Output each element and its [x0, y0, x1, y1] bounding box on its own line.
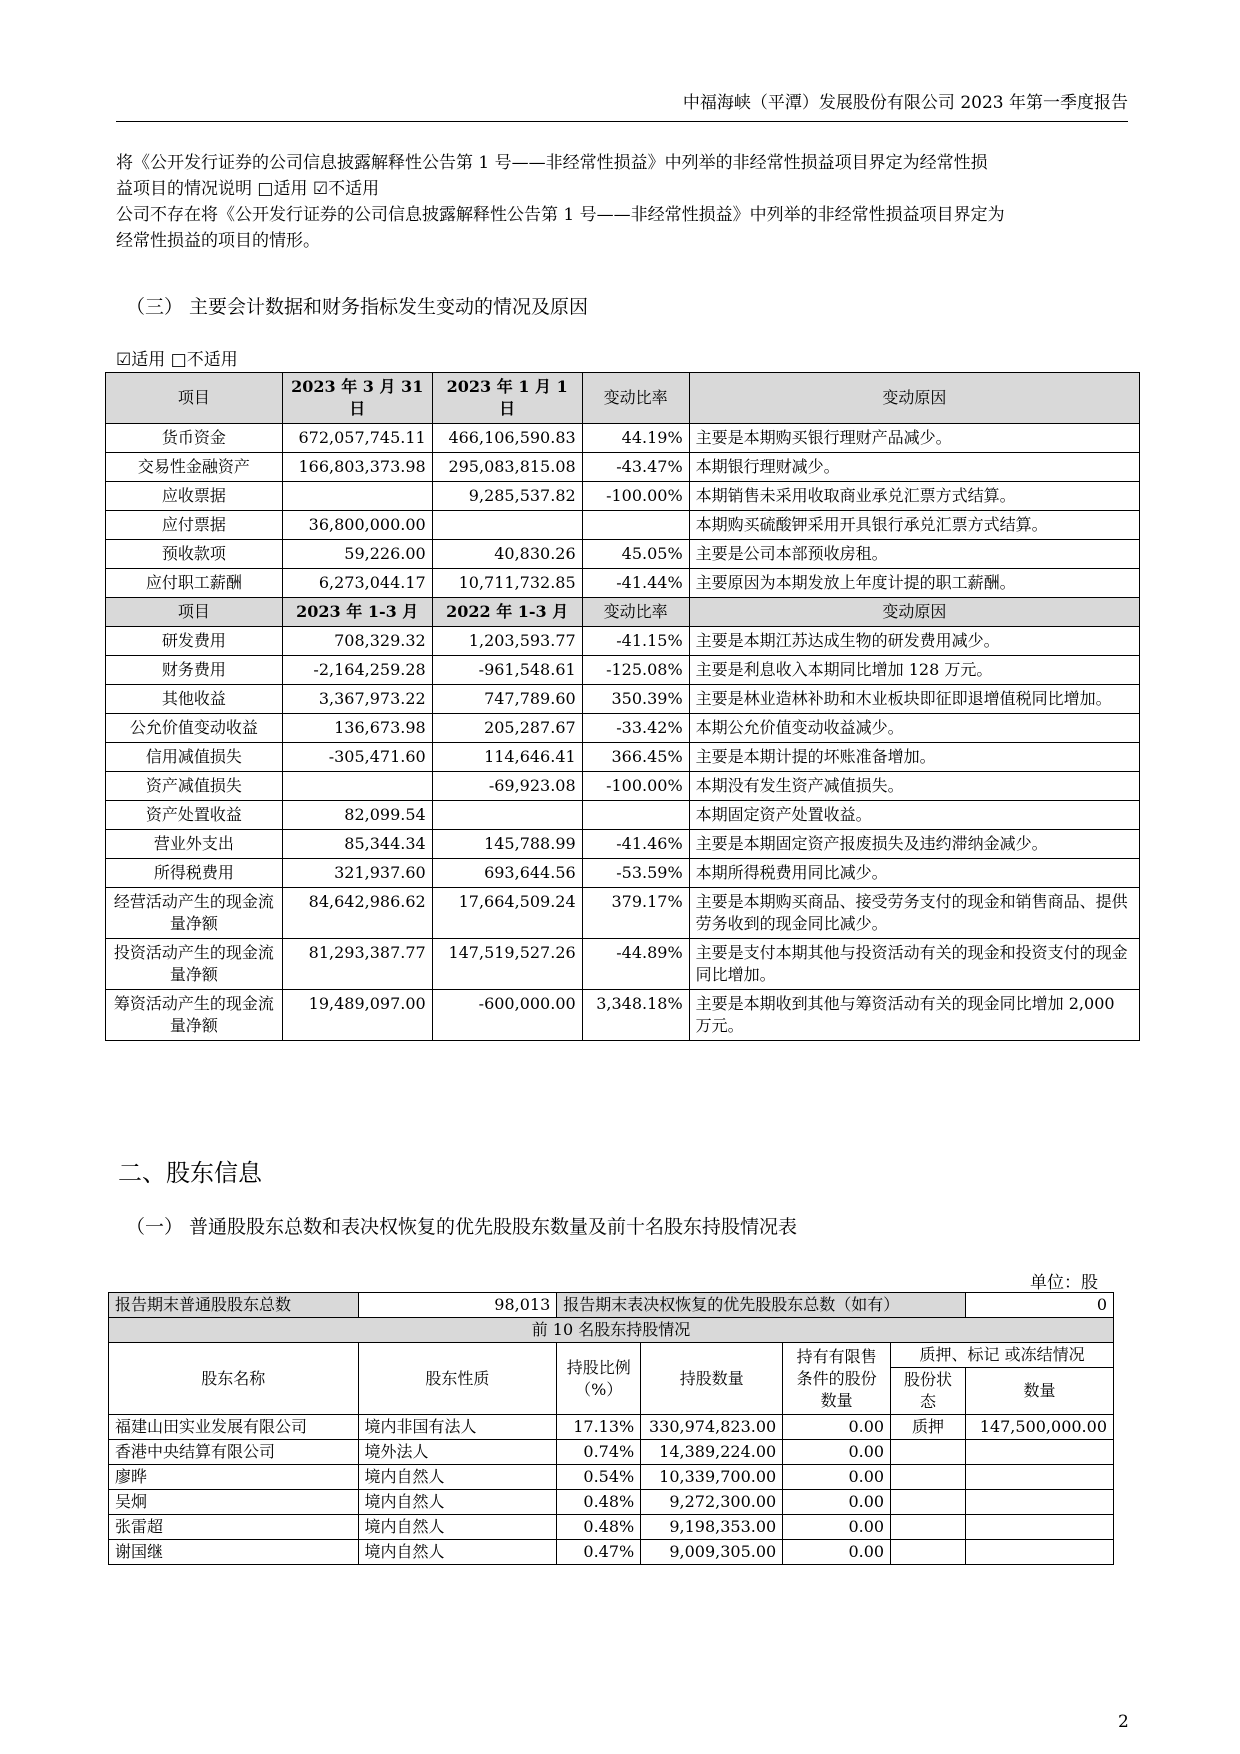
- table-cell: 交易性金融资产: [106, 453, 283, 482]
- table-cell: 84,642,986.62: [282, 888, 432, 939]
- table-row: [106, 627, 1140, 656]
- table-cell: 信用减值损失: [106, 743, 283, 772]
- intro-line-3: 公司不存在将《公开发行证券的公司信息披露解释性公告第 1 号——非经常性损益》中列举的非经常性损益项目界定为: [116, 205, 1005, 225]
- shareholder-cell: 境内自然人: [358, 1515, 557, 1540]
- table-cell: 350.39%: [582, 685, 689, 714]
- shareholder-cell: 境内自然人: [358, 1465, 557, 1490]
- table-header-cell: 2022 年 1-3 月: [432, 598, 582, 627]
- table-row: [106, 859, 1140, 888]
- shareholder-cell: 谢国继: [109, 1540, 359, 1565]
- table-cell: 321,937.60: [282, 859, 432, 888]
- shareholder-cell: 14,389,224.00: [641, 1440, 783, 1465]
- shareholders-table: [108, 1292, 1114, 1565]
- table-row: [106, 569, 1140, 598]
- table-cell: [432, 801, 582, 830]
- table-cell: -44.89%: [582, 939, 689, 990]
- table-cell: 19,489,097.00: [282, 990, 432, 1041]
- shareholder-cell: 廖晔: [109, 1465, 359, 1490]
- shareholder-row: [109, 1440, 1114, 1465]
- shareholder-cell: 0.47%: [557, 1540, 641, 1565]
- table-cell: 主要是本期固定资产报废损失及违约滞纳金减少。: [689, 830, 1139, 859]
- table-cell: 379.17%: [582, 888, 689, 939]
- table-cell: -41.15%: [582, 627, 689, 656]
- section-two-one-title: （一） 普通股股东总数和表决权恢复的优先股股东数量及前十名股东持股情况表: [126, 1216, 798, 1238]
- table-cell: 资产减值损失: [106, 772, 283, 801]
- table-row: [106, 801, 1140, 830]
- table-cell: 44.19%: [582, 424, 689, 453]
- intro-line-4: 经常性损益的项目的情形。: [116, 231, 320, 251]
- table-cell: 145,788.99: [432, 830, 582, 859]
- table-cell: 本期销售未采用收取商业承兑汇票方式结算。: [689, 482, 1139, 511]
- shareholder-cell: 张雷超: [109, 1515, 359, 1540]
- section-two-title: 二、股东信息: [118, 1159, 262, 1187]
- table-header-row: [106, 373, 1140, 424]
- col-restricted-header: 持有有限售条件的股份数量: [783, 1343, 891, 1415]
- col-ratio-header: 持股比例（%）: [557, 1343, 641, 1415]
- intro-paragraph: [116, 150, 1126, 254]
- table-cell: 205,287.67: [432, 714, 582, 743]
- table-cell: 147,519,527.26: [432, 939, 582, 990]
- shareholder-cell: 0.48%: [557, 1490, 641, 1515]
- pref-holders-label: 报告期末表决权恢复的优先股股东总数（如有）: [557, 1293, 966, 1318]
- table-cell: 主要是本期收到其他与筹资活动有关的现金同比增加 2,000 万元。: [689, 990, 1139, 1041]
- table-cell: 主要是本期购买商品、接受劳务支付的现金和销售商品、提供劳务收到的现金同比减少。: [689, 888, 1139, 939]
- shareholder-cell: 0.00: [783, 1540, 891, 1565]
- table-row: [106, 939, 1140, 990]
- table-cell: 筹资活动产生的现金流量净额: [106, 990, 283, 1041]
- shareholder-cell: 17.13%: [557, 1415, 641, 1440]
- table-row: [106, 424, 1140, 453]
- table-row: [106, 888, 1140, 939]
- table-cell: 货币资金: [106, 424, 283, 453]
- table-cell: 10,711,732.85: [432, 569, 582, 598]
- table-cell: 40,830.26: [432, 540, 582, 569]
- shareholder-cell: 境内自然人: [358, 1540, 557, 1565]
- table-cell: 主要是公司本部预收房租。: [689, 540, 1139, 569]
- pref-holders-value: 0: [965, 1293, 1113, 1318]
- shareholder-cell: 0.00: [783, 1440, 891, 1465]
- table-cell: 研发费用: [106, 627, 283, 656]
- table-cell: -43.47%: [582, 453, 689, 482]
- table-cell: 主要是林业造林补助和木业板块即征即退增值税同比增加。: [689, 685, 1139, 714]
- table-cell: 其他收益: [106, 685, 283, 714]
- table-cell: 资产处置收益: [106, 801, 283, 830]
- page-header: 中福海峡（平潭）发展股份有限公司 2023 年第一季度报告: [116, 88, 1128, 122]
- table-cell: 81,293,387.77: [282, 939, 432, 990]
- table-cell: 应收票据: [106, 482, 283, 511]
- table-cell: 166,803,373.98: [282, 453, 432, 482]
- shareholder-cell: [965, 1490, 1113, 1515]
- table-cell: 主要是本期计提的坏账准备增加。: [689, 743, 1139, 772]
- table-header-cell: 变动比率: [582, 598, 689, 627]
- table-cell: 主要原因为本期发放上年度计提的职工薪酬。: [689, 569, 1139, 598]
- table-header-cell: 变动原因: [689, 598, 1139, 627]
- table-cell: -41.44%: [582, 569, 689, 598]
- table-cell: [582, 801, 689, 830]
- table-cell: -100.00%: [582, 772, 689, 801]
- shareholder-cell: 吴炯: [109, 1490, 359, 1515]
- table-cell: 82,099.54: [282, 801, 432, 830]
- shareholder-row: [109, 1540, 1114, 1565]
- shareholder-cell: [891, 1440, 966, 1465]
- table-cell: -2,164,259.28: [282, 656, 432, 685]
- table-row: [106, 540, 1140, 569]
- table-cell: 应付职工薪酬: [106, 569, 283, 598]
- shareholder-cell: [965, 1465, 1113, 1490]
- table-cell: 45.05%: [582, 540, 689, 569]
- table-cell: 114,646.41: [432, 743, 582, 772]
- table-cell: -125.08%: [582, 656, 689, 685]
- section-3-title: （三） 主要会计数据和财务指标发生变动的情况及原因: [126, 296, 589, 318]
- table-cell: 693,644.56: [432, 859, 582, 888]
- total-holders-label: 报告期末普通股股东总数: [109, 1293, 359, 1318]
- table-row: [106, 990, 1140, 1041]
- shareholder-cell: 9,198,353.00: [641, 1515, 783, 1540]
- shareholder-cell: 0.54%: [557, 1465, 641, 1490]
- table-cell: 公允价值变动收益: [106, 714, 283, 743]
- table-cell: 本期所得税费用同比减少。: [689, 859, 1139, 888]
- intro-line-1: 将《公开发行证券的公司信息披露解释性公告第 1 号——非经常性损益》中列举的非经常性损益项目界定为经常性损: [116, 153, 988, 173]
- shareholder-row: [109, 1465, 1114, 1490]
- table-cell: [582, 511, 689, 540]
- table-cell: 36,800,000.00: [282, 511, 432, 540]
- table-cell: 投资活动产生的现金流量净额: [106, 939, 283, 990]
- top10-title: 前 10 名股东持股情况: [109, 1318, 1114, 1343]
- table-cell: 所得税费用: [106, 859, 283, 888]
- shareholder-cell: [891, 1540, 966, 1565]
- table-row: [106, 511, 1140, 540]
- col-amount-header: 数量: [965, 1368, 1113, 1415]
- shareholder-cell: [891, 1490, 966, 1515]
- table-cell: 295,083,815.08: [432, 453, 582, 482]
- page-number: 2: [1118, 1712, 1129, 1732]
- table-cell: 应付票据: [106, 511, 283, 540]
- table-header-cell: 项目: [106, 598, 283, 627]
- table-cell: -305,471.60: [282, 743, 432, 772]
- shareholder-cell: [891, 1515, 966, 1540]
- table-cell: 本期固定资产处置收益。: [689, 801, 1139, 830]
- shareholder-cell: [891, 1465, 966, 1490]
- table-cell: 6,273,044.17: [282, 569, 432, 598]
- table-cell: 17,664,509.24: [432, 888, 582, 939]
- shareholder-cell: 质押: [891, 1415, 966, 1440]
- table-cell: 营业外支出: [106, 830, 283, 859]
- table-row: [106, 772, 1140, 801]
- table-row: [106, 743, 1140, 772]
- table-cell: -33.42%: [582, 714, 689, 743]
- table-cell: 9,285,537.82: [432, 482, 582, 511]
- shareholder-cell: 境内自然人: [358, 1490, 557, 1515]
- table-cell: 主要是本期江苏达成生物的研发费用减少。: [689, 627, 1139, 656]
- shareholder-cell: [965, 1440, 1113, 1465]
- shareholder-row: [109, 1515, 1114, 1540]
- applicable-checkbox-line: ☑适用 □不适用: [116, 350, 238, 370]
- shareholder-cell: 福建山田实业发展有限公司: [109, 1415, 359, 1440]
- shareholder-cell: [965, 1540, 1113, 1565]
- table-header-cell: 2023 年 1 月 1 日: [432, 373, 582, 424]
- shareholder-cell: 330,974,823.00: [641, 1415, 783, 1440]
- col-nature-header: 股东性质: [358, 1343, 557, 1415]
- table-header-cell: 2023 年 3 月 31 日: [282, 373, 432, 424]
- shareholder-cell: 0.00: [783, 1490, 891, 1515]
- table-header-cell: 变动原因: [689, 373, 1139, 424]
- table-cell: 747,789.60: [432, 685, 582, 714]
- table-cell: 主要是利息收入本期同比增加 128 万元。: [689, 656, 1139, 685]
- table-cell: 3,348.18%: [582, 990, 689, 1041]
- table-cell: -53.59%: [582, 859, 689, 888]
- table-cell: 59,226.00: [282, 540, 432, 569]
- table-cell: 708,329.32: [282, 627, 432, 656]
- shareholder-cell: [965, 1515, 1113, 1540]
- shareholder-cell: 0.00: [783, 1415, 891, 1440]
- table-cell: 本期银行理财减少。: [689, 453, 1139, 482]
- shareholder-row: [109, 1415, 1114, 1440]
- intro-line-2: 益项目的情况说明 □适用 ☑不适用: [116, 179, 380, 199]
- table-cell: 本期没有发生资产减值损失。: [689, 772, 1139, 801]
- table-row: [106, 453, 1140, 482]
- table-cell: [432, 511, 582, 540]
- col-qty-header: 持股数量: [641, 1343, 783, 1415]
- shareholder-cell: 0.00: [783, 1465, 891, 1490]
- shareholder-row: [109, 1490, 1114, 1515]
- unit-label: 单位：股: [1030, 1273, 1098, 1293]
- table-cell: 本期购买硫酸钾采用开具银行承兑汇票方式结算。: [689, 511, 1139, 540]
- shareholder-cell: 10,339,700.00: [641, 1465, 783, 1490]
- table-cell: 466,106,590.83: [432, 424, 582, 453]
- total-holders-value: 98,013: [358, 1293, 557, 1318]
- shareholder-cell: 0.48%: [557, 1515, 641, 1540]
- table-cell: 366.45%: [582, 743, 689, 772]
- table-cell: 主要是本期购买银行理财产品减少。: [689, 424, 1139, 453]
- table-header-cell: 项目: [106, 373, 283, 424]
- table-header-cell: 变动比率: [582, 373, 689, 424]
- table-cell: 预收款项: [106, 540, 283, 569]
- table-cell: 本期公允价值变动收益减少。: [689, 714, 1139, 743]
- table-cell: 经营活动产生的现金流量净额: [106, 888, 283, 939]
- table-cell: -69,923.08: [432, 772, 582, 801]
- table-cell: 财务费用: [106, 656, 283, 685]
- accounting-changes-table: [105, 372, 1140, 1041]
- shareholder-cell: 香港中央结算有限公司: [109, 1440, 359, 1465]
- shareholder-cell: 0.74%: [557, 1440, 641, 1465]
- shareholder-cell: 境外法人: [358, 1440, 557, 1465]
- table-cell: -100.00%: [582, 482, 689, 511]
- table-cell: [282, 482, 432, 511]
- table-cell: -961,548.61: [432, 656, 582, 685]
- table-header-cell: 2023 年 1-3 月: [282, 598, 432, 627]
- shareholder-cell: 境内非国有法人: [358, 1415, 557, 1440]
- table-row: [106, 482, 1140, 511]
- table-cell: -600,000.00: [432, 990, 582, 1041]
- table-header-row: [106, 598, 1140, 627]
- shareholder-cell: 9,272,300.00: [641, 1490, 783, 1515]
- table-cell: -41.46%: [582, 830, 689, 859]
- table-cell: 主要是支付本期其他与投资活动有关的现金和投资支付的现金同比增加。: [689, 939, 1139, 990]
- table-row: [106, 714, 1140, 743]
- table-row: [106, 830, 1140, 859]
- col-status-header: 股份状态: [891, 1368, 966, 1415]
- table-row: [106, 685, 1140, 714]
- table-cell: 136,673.98: [282, 714, 432, 743]
- shareholder-cell: 9,009,305.00: [641, 1540, 783, 1565]
- col-pledge-header: 质押、标记 或冻结情况: [891, 1343, 1114, 1368]
- col-name-header: 股东名称: [109, 1343, 359, 1415]
- table-cell: [282, 772, 432, 801]
- table-cell: 85,344.34: [282, 830, 432, 859]
- shareholder-cell: 147,500,000.00: [965, 1415, 1113, 1440]
- shareholder-cell: 0.00: [783, 1515, 891, 1540]
- table-cell: 672,057,745.11: [282, 424, 432, 453]
- table-cell: 3,367,973.22: [282, 685, 432, 714]
- table-cell: 1,203,593.77: [432, 627, 582, 656]
- table-row: [106, 656, 1140, 685]
